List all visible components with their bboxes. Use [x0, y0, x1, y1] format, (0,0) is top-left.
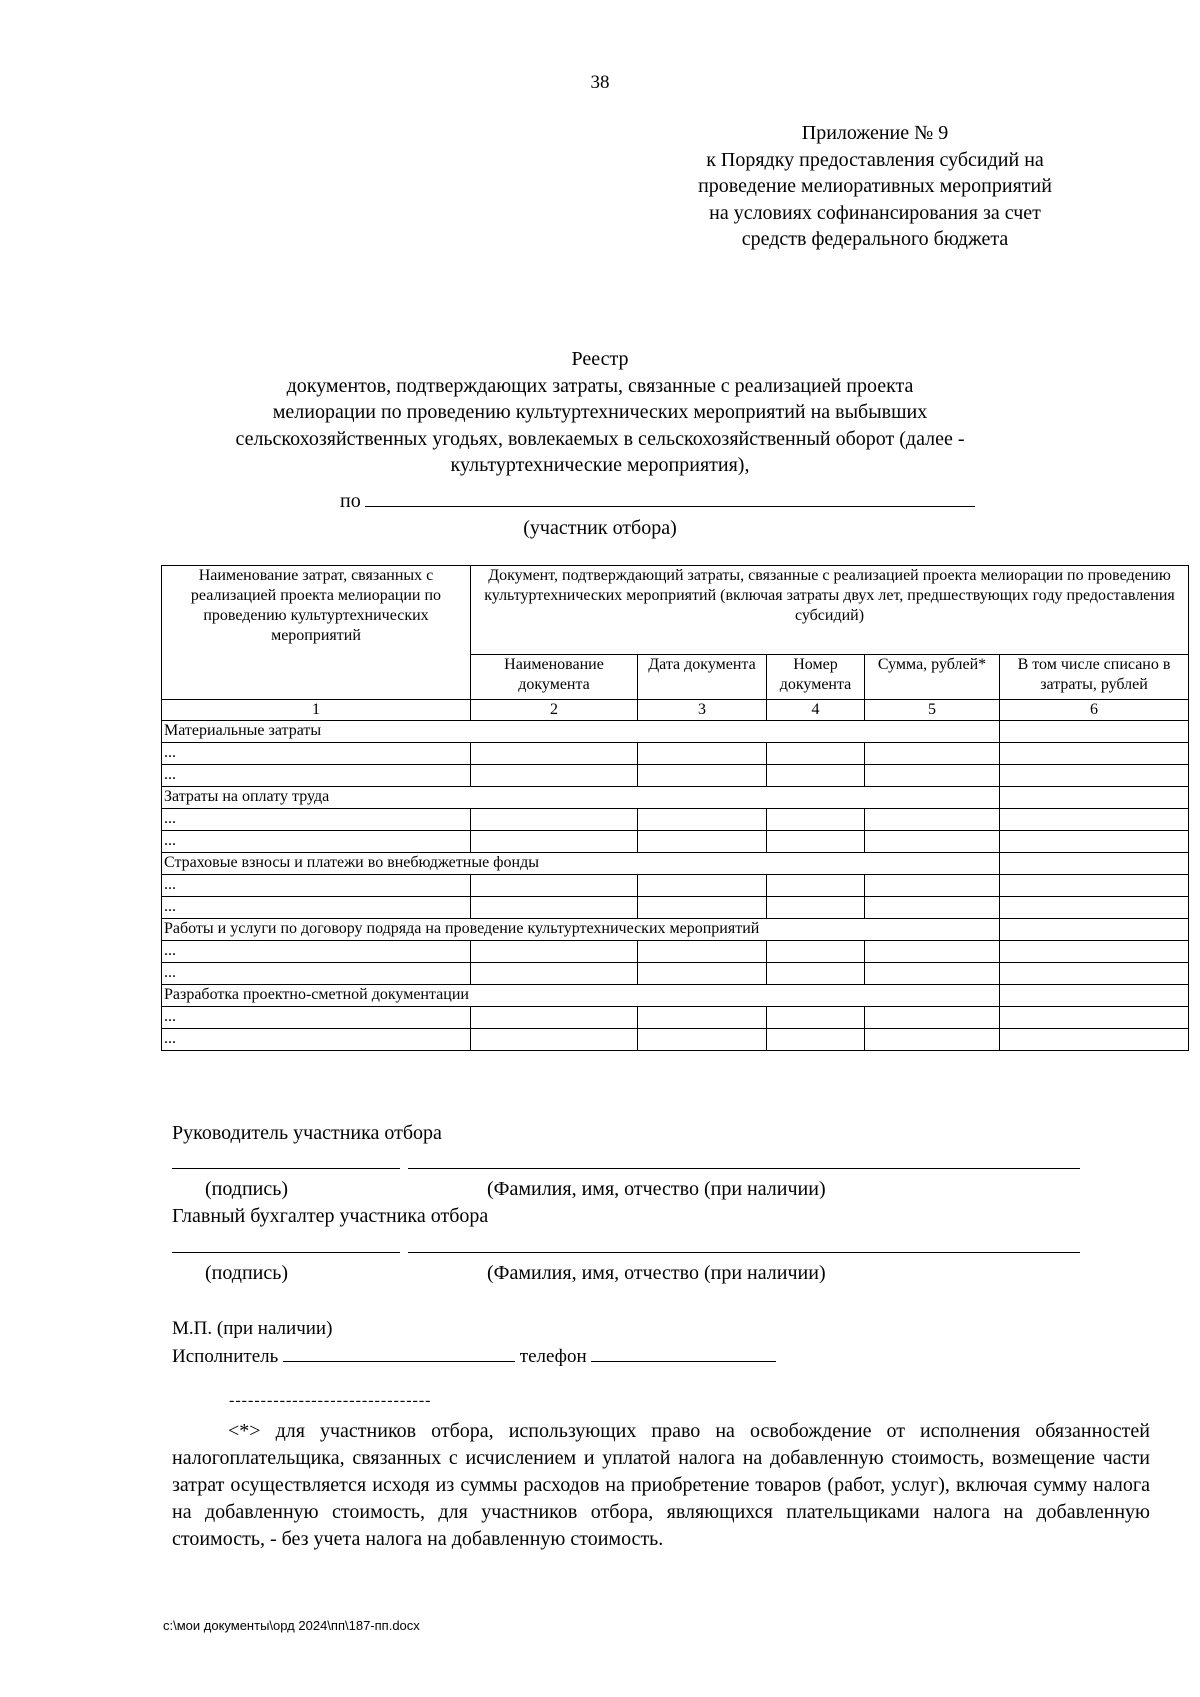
table-cell[interactable]: [1000, 875, 1189, 897]
table-cell[interactable]: [471, 941, 638, 963]
header-doc-number: Номер документа: [767, 655, 865, 700]
table-cell[interactable]: ...: [162, 765, 471, 787]
table-cell[interactable]: [1000, 963, 1189, 985]
table-cell[interactable]: [638, 765, 767, 787]
category-row: Страховые взносы и платежи во внебюджетные фонды: [162, 853, 1000, 875]
table-cell[interactable]: [1000, 809, 1189, 831]
appendix-line: средств федерального бюджета: [741, 228, 1009, 250]
table-cell[interactable]: [638, 875, 767, 897]
table-cell[interactable]: [767, 897, 865, 919]
phone-label: телефон: [519, 1346, 587, 1367]
table-cell[interactable]: [1000, 1029, 1189, 1051]
table-cell[interactable]: [1000, 787, 1189, 809]
table-cell[interactable]: [638, 1029, 767, 1051]
table-cell[interactable]: [865, 831, 1000, 853]
table-cell[interactable]: [767, 809, 865, 831]
table-cell[interactable]: [1000, 743, 1189, 765]
header-document-group: Документ, подтверждающий затраты, связанные с реализацией проекта мелиорации по проведению культуртехнических мероприятий (включая затраты двух лет, предшествующих году предоставления субсидий): [471, 566, 1189, 655]
table-cell[interactable]: [767, 963, 865, 985]
table-cell[interactable]: [865, 1029, 1000, 1051]
table-cell[interactable]: [767, 831, 865, 853]
col-number: 5: [865, 700, 1000, 721]
header-doc-date: Дата документа: [638, 655, 767, 700]
table-cell[interactable]: [471, 765, 638, 787]
col-number: 3: [638, 700, 767, 721]
table-cell[interactable]: ...: [162, 831, 471, 853]
header-amount: Сумма, рублей*: [865, 655, 1000, 700]
table-cell[interactable]: [471, 743, 638, 765]
table-cell[interactable]: [638, 1007, 767, 1029]
table-cell[interactable]: [471, 963, 638, 985]
category-row: Затраты на оплату труда: [162, 787, 1000, 809]
footnote: [172, 1418, 1150, 1553]
appendix-heading: [655, 120, 1095, 253]
table-cell[interactable]: [865, 743, 1000, 765]
header-doc-name: Наименование документа: [471, 655, 638, 700]
table-cell[interactable]: ...: [162, 809, 471, 831]
table-cell[interactable]: [1000, 831, 1189, 853]
file-path: c:\мои документы\орд 2024\пп\187-пп.docx: [163, 1618, 420, 1633]
table-cell[interactable]: [638, 743, 767, 765]
table-cell[interactable]: [865, 897, 1000, 919]
head-label: Руководитель участника отбора: [172, 1122, 442, 1144]
table-cell[interactable]: [638, 941, 767, 963]
table-cell[interactable]: [1000, 897, 1189, 919]
table-cell[interactable]: [767, 941, 865, 963]
col-number: 4: [767, 700, 865, 721]
table-cell[interactable]: ...: [162, 743, 471, 765]
executor-line[interactable]: [283, 1345, 515, 1362]
header-cost-name: Наименование затрат, связанных с реализацией проекта мелиорации по проведению культуртехнических мероприятий: [162, 566, 471, 700]
table-cell[interactable]: [865, 809, 1000, 831]
col-number: 1: [162, 700, 471, 721]
table-cell[interactable]: [1000, 1007, 1189, 1029]
table-cell[interactable]: [865, 963, 1000, 985]
category-row: Работы и услуги по договору подряда на проведение культуртехнических мероприятий: [162, 919, 1000, 941]
executor-row: [172, 1345, 776, 1368]
table-cell[interactable]: [1000, 919, 1189, 941]
table-cell[interactable]: [638, 897, 767, 919]
name-caption: (Фамилия, имя, отчество (при наличии): [487, 1262, 826, 1284]
head-signature-line[interactable]: [172, 1168, 400, 1169]
table-cell[interactable]: ...: [162, 963, 471, 985]
table-cell[interactable]: [865, 765, 1000, 787]
col-number: 2: [471, 700, 638, 721]
table-cell[interactable]: [1000, 985, 1189, 1007]
table-cell[interactable]: [1000, 721, 1189, 743]
table-cell[interactable]: [471, 809, 638, 831]
title-line: мелиорации по проведению культуртехнических мероприятий на выбывших: [272, 401, 928, 423]
title-line: культуртехнические мероприятия),: [450, 454, 750, 476]
document-title: [150, 346, 1050, 479]
table-cell[interactable]: [767, 743, 865, 765]
title-line: Реестр: [571, 348, 629, 370]
stamp-label: М.П. (при наличии): [172, 1318, 333, 1339]
table-cell[interactable]: [471, 1007, 638, 1029]
table-cell[interactable]: [1000, 941, 1189, 963]
appendix-line: к Порядку предоставления субсидий на: [706, 148, 1044, 171]
appendix-line: Приложение № 9: [801, 122, 949, 144]
table-cell[interactable]: [865, 875, 1000, 897]
name-caption: (Фамилия, имя, отчество (при наличии): [487, 1178, 826, 1200]
footnote-separator: --------------------------------: [229, 1392, 432, 1409]
table-cell[interactable]: [638, 831, 767, 853]
table-cell[interactable]: ...: [162, 1029, 471, 1051]
appendix-line: проведение мелиоративных мероприятий: [698, 175, 1052, 197]
register-table: [161, 565, 1189, 1051]
table-cell[interactable]: [471, 875, 638, 897]
table-cell[interactable]: ...: [162, 875, 471, 897]
table-cell[interactable]: [1000, 853, 1189, 875]
table-cell[interactable]: ...: [162, 1007, 471, 1029]
table-cell[interactable]: [1000, 765, 1189, 787]
table-cell[interactable]: ...: [162, 941, 471, 963]
category-row: Разработка проектно-сметной документации: [162, 985, 1000, 1007]
po-label: по: [340, 490, 361, 512]
accountant-label: Главный бухгалтер участника отбора: [172, 1205, 489, 1227]
table-cell[interactable]: [471, 897, 638, 919]
phone-line[interactable]: [591, 1345, 776, 1362]
table-cell[interactable]: [865, 1007, 1000, 1029]
participant-blank-line[interactable]: [365, 492, 975, 507]
table-cell[interactable]: [767, 875, 865, 897]
table-cell[interactable]: [471, 1029, 638, 1051]
table-cell[interactable]: [638, 809, 767, 831]
sign-caption: (подпись): [205, 1178, 289, 1200]
head-name-line[interactable]: [408, 1168, 1080, 1169]
title-line: сельскохозяйственных угодьях, вовлекаемых в сельскохозяйственный оборот (далее -: [235, 427, 965, 450]
sign-caption: (подпись): [205, 1262, 289, 1284]
header-written-off: В том числе списано в затраты, рублей: [1000, 655, 1189, 700]
table-cell[interactable]: [767, 1007, 865, 1029]
col-number: 6: [1000, 700, 1189, 721]
accountant-name-line[interactable]: [408, 1252, 1080, 1253]
category-row: Материальные затраты: [162, 721, 1000, 743]
table-cell[interactable]: [767, 765, 865, 787]
footnote-text: <*> для участников отбора, использующих право на освобождение от исполнения обязанностей налогоплательщика, связанных с исчислением и уплатой налога на добавленную стоимость, возмещение части затрат осуществляется исходя из суммы расходов на приобретение товаров (работ, услуг), включая сумму налога на добавленную стоимость, для участников отбора, являющихся плательщиками налога на добавленную стоимость, - без учета налога на добавленную стоимость.: [172, 1420, 1150, 1550]
accountant-signature-line[interactable]: [172, 1252, 400, 1253]
appendix-line: на условиях софинансирования за счет: [709, 201, 1041, 224]
table-cell[interactable]: [471, 831, 638, 853]
participant-field: [340, 490, 975, 513]
table-cell[interactable]: ...: [162, 897, 471, 919]
table-cell[interactable]: [767, 1029, 865, 1051]
table-cell[interactable]: [865, 941, 1000, 963]
participant-caption: (участник отбора): [523, 517, 677, 539]
page-number: 38: [590, 72, 610, 93]
table-cell[interactable]: [638, 963, 767, 985]
executor-label: Исполнитель: [172, 1346, 279, 1367]
title-line: документов, подтверждающих затраты, связанные с реализацией проекта: [286, 374, 914, 397]
